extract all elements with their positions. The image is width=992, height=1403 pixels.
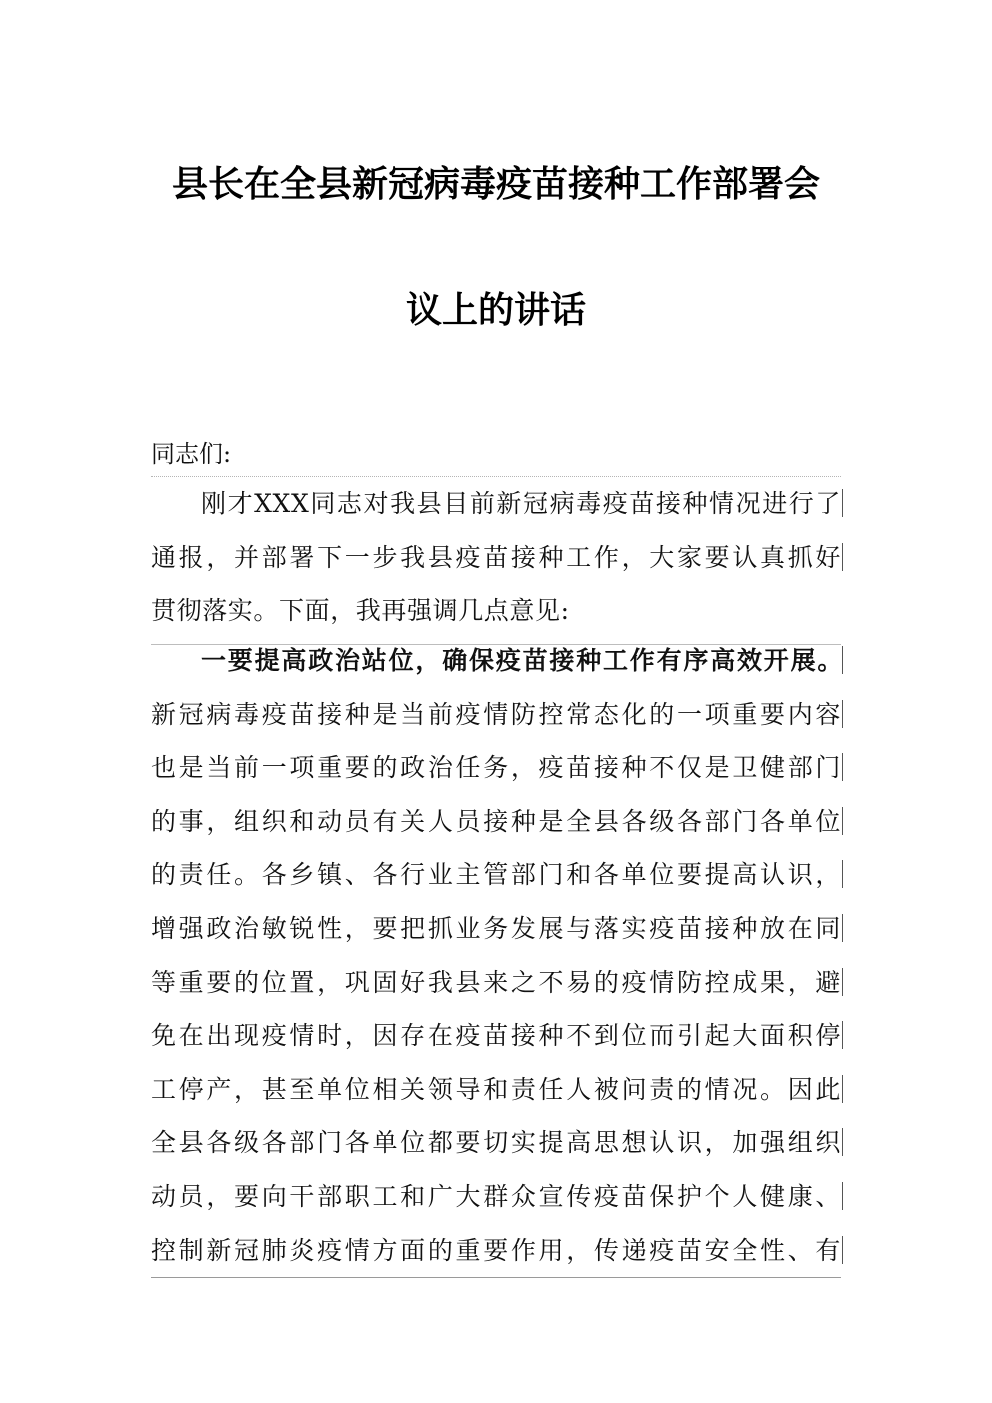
paragraph-line-text: 新冠病毒疫苗接种是当前疫情防控常态化的一项重要内容	[151, 699, 841, 729]
paragraph-line-text: 控制新冠肺炎疫情方面的重要作用，传递疫苗安全性、有	[151, 1235, 841, 1265]
paragraph-line-text: 的责任。各乡镇、各行业主管部门和各单位要提高认识，	[151, 860, 841, 890]
paragraph-line-text: 通报，并部署下一步我县疫苗接种工作，大家要认真抓好	[151, 542, 841, 572]
paragraph-line	[151, 531, 841, 585]
paragraph-line-text: 刚才XXX同志对我县目前新冠病毒疫苗接种情况进行了	[201, 489, 841, 518]
paragraph-line	[151, 956, 841, 1010]
salutation: 同志们:	[151, 440, 232, 468]
paragraph-line-text: 增强政治敏锐性，要把抓业务发展与落实疫苗接种放在同	[151, 913, 841, 943]
document-title-line-2: 议上的讲话	[405, 289, 586, 331]
paragraph-line	[151, 795, 841, 849]
paragraph-line-text: 工停产，甚至单位相关领导和责任人被问责的情况。因此	[151, 1074, 841, 1104]
paragraph-point-one	[151, 634, 845, 1278]
paragraph-line-text: 全县各级各部门各单位都要切实提高思想认识，加强组织	[151, 1128, 841, 1158]
document-title-line-1: 县长在全县新冠病毒疫苗接种工作部署会	[171, 163, 820, 205]
paragraph-line	[151, 848, 841, 902]
paragraph-line-text: 也是当前一项重要的政治任务，疫苗接种不仅是卫健部门	[151, 753, 841, 783]
paragraph-line	[151, 1170, 841, 1224]
paragraph-line-text: 贯彻落实。下面，我再强调几点意见:	[151, 596, 570, 626]
paragraph-line	[151, 1116, 841, 1170]
paragraph-line-text: 动员，要向干部职工和广大群众宣传疫苗保护个人健康、	[151, 1181, 841, 1211]
paragraph-line	[151, 688, 841, 742]
paragraph-line-text: 免在出现疫情时，因存在疫苗接种不到位而引起大面积停	[151, 1021, 841, 1051]
paragraph-heading-text: 一要提高政治站位，确保疫苗接种工作有序高效开展。	[201, 646, 845, 675]
paragraph-line	[151, 1224, 841, 1278]
paragraph-line	[151, 1009, 841, 1063]
paragraph-line	[151, 477, 841, 531]
paragraph-line	[151, 1063, 841, 1117]
paragraph-intro	[151, 476, 841, 645]
paragraph-line-text: 等重要的位置，巩固好我县来之不易的疫情防控成果，避	[151, 967, 841, 997]
paragraph-line-text: 的事，组织和动员有关人员接种是全县各级各部门各单位	[151, 806, 841, 836]
paragraph-line	[151, 584, 841, 638]
paragraph-line	[151, 741, 841, 795]
paragraph-line	[151, 902, 841, 956]
paragraph-heading	[151, 634, 845, 688]
